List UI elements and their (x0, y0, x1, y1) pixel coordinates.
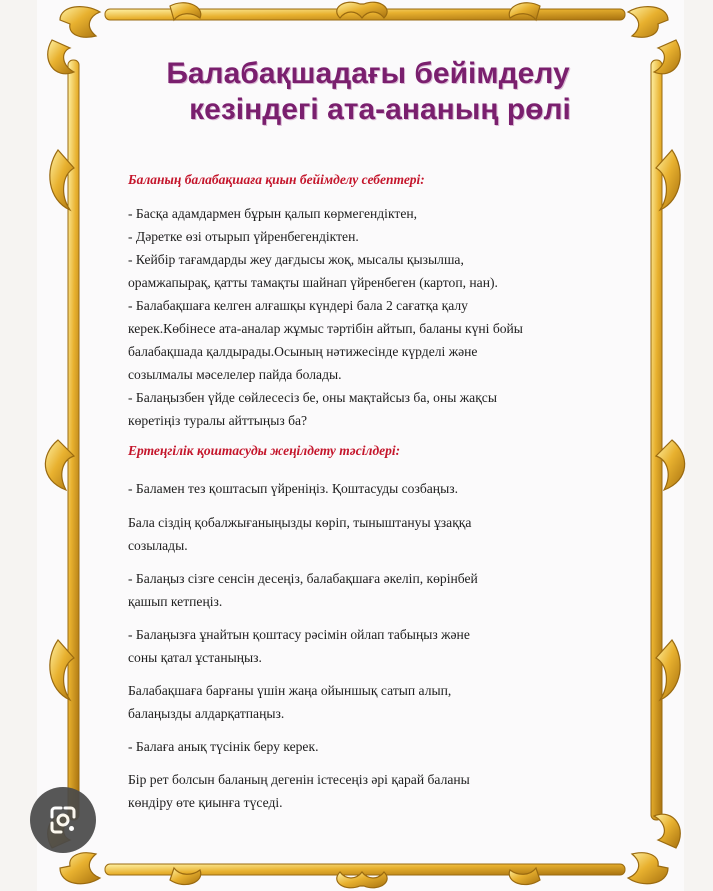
google-lens-button[interactable] (30, 787, 96, 853)
text-line: - Баламен тез қоштасып үйреніңіз. Қоштасуды созбаңыз. (128, 481, 458, 496)
text-line: қашып кетпеңіз. (128, 594, 223, 609)
text-line: балабақшада қалдырады.Осының нәтижесінде күрделі және (128, 344, 478, 359)
text-line: созылады. (128, 538, 188, 553)
text-line: Бір рет болсын баланың дегенін істесеңіз әрі қарай баланы (128, 772, 470, 787)
section-2-heading: Ертеңгілік қоштасуды жеңілдету тәсілдері: (128, 443, 401, 458)
page-title-line-2: кезіндегі ата-ананың рөлі (189, 93, 571, 126)
page-title-line-1: Балабақшадағы бейімделу (166, 57, 570, 90)
text-line: соны қатал ұстаныңыз. (128, 650, 262, 665)
text-line: - Балаңызбен үйде сөйлесесіз бе, оны мақтайсыз ба, оны жақсы (128, 390, 497, 405)
text-line: - Дәретке өзі отырып үйренбегендіктен. (128, 229, 359, 244)
text-line: көндіру өте қиынға түседі. (128, 795, 283, 810)
google-lens-icon (30, 787, 96, 853)
text-line: - Балаға анық түсінік беру керек. (128, 739, 319, 754)
text-line: балаңызды алдарқатпаңыз. (128, 706, 285, 721)
text-line: Балабақшаға барғаны үшін жаңа ойыншық сатып алып, (128, 683, 452, 698)
text-line: - Балаңызға ұнайтын қоштасу рәсімін ойлап табыңыз және (128, 627, 470, 642)
text-line: көретіңіз туралы айттыңыз ба? (128, 413, 308, 428)
text-line: созылмалы мәселелер пайда болады. (128, 367, 342, 382)
section-1-heading: Баланың балабақшаға қиын бейімделу себептері: (128, 172, 425, 187)
text-line: Бала сіздің қобалжығаныңызды көріп, тыныштануы ұзаққа (128, 515, 472, 530)
text-line: - Балабақшаға келген алғашқы күндері бала 2 сағатқа қалу (128, 298, 468, 313)
text-line: - Басқа адамдармен бұрын қалып көрмегендіктен, (128, 206, 418, 221)
text-line: - Балаңыз сізге сенсін десеңіз, балабақшаға әкеліп, көрінбей (128, 571, 478, 586)
text-line: орамжапырақ, қатты тамақты шайнап үйренбеген (картоп, нан). (128, 275, 498, 290)
document-content (128, 0, 608, 891)
text-line: керек.Көбінесе ата-аналар жұмыс тәртібін айтып, баланы күні бойы (128, 321, 523, 336)
text-line: - Кейбір тағамдарды жеу дағдысы жоқ, мысалы қызылша, (128, 252, 464, 267)
